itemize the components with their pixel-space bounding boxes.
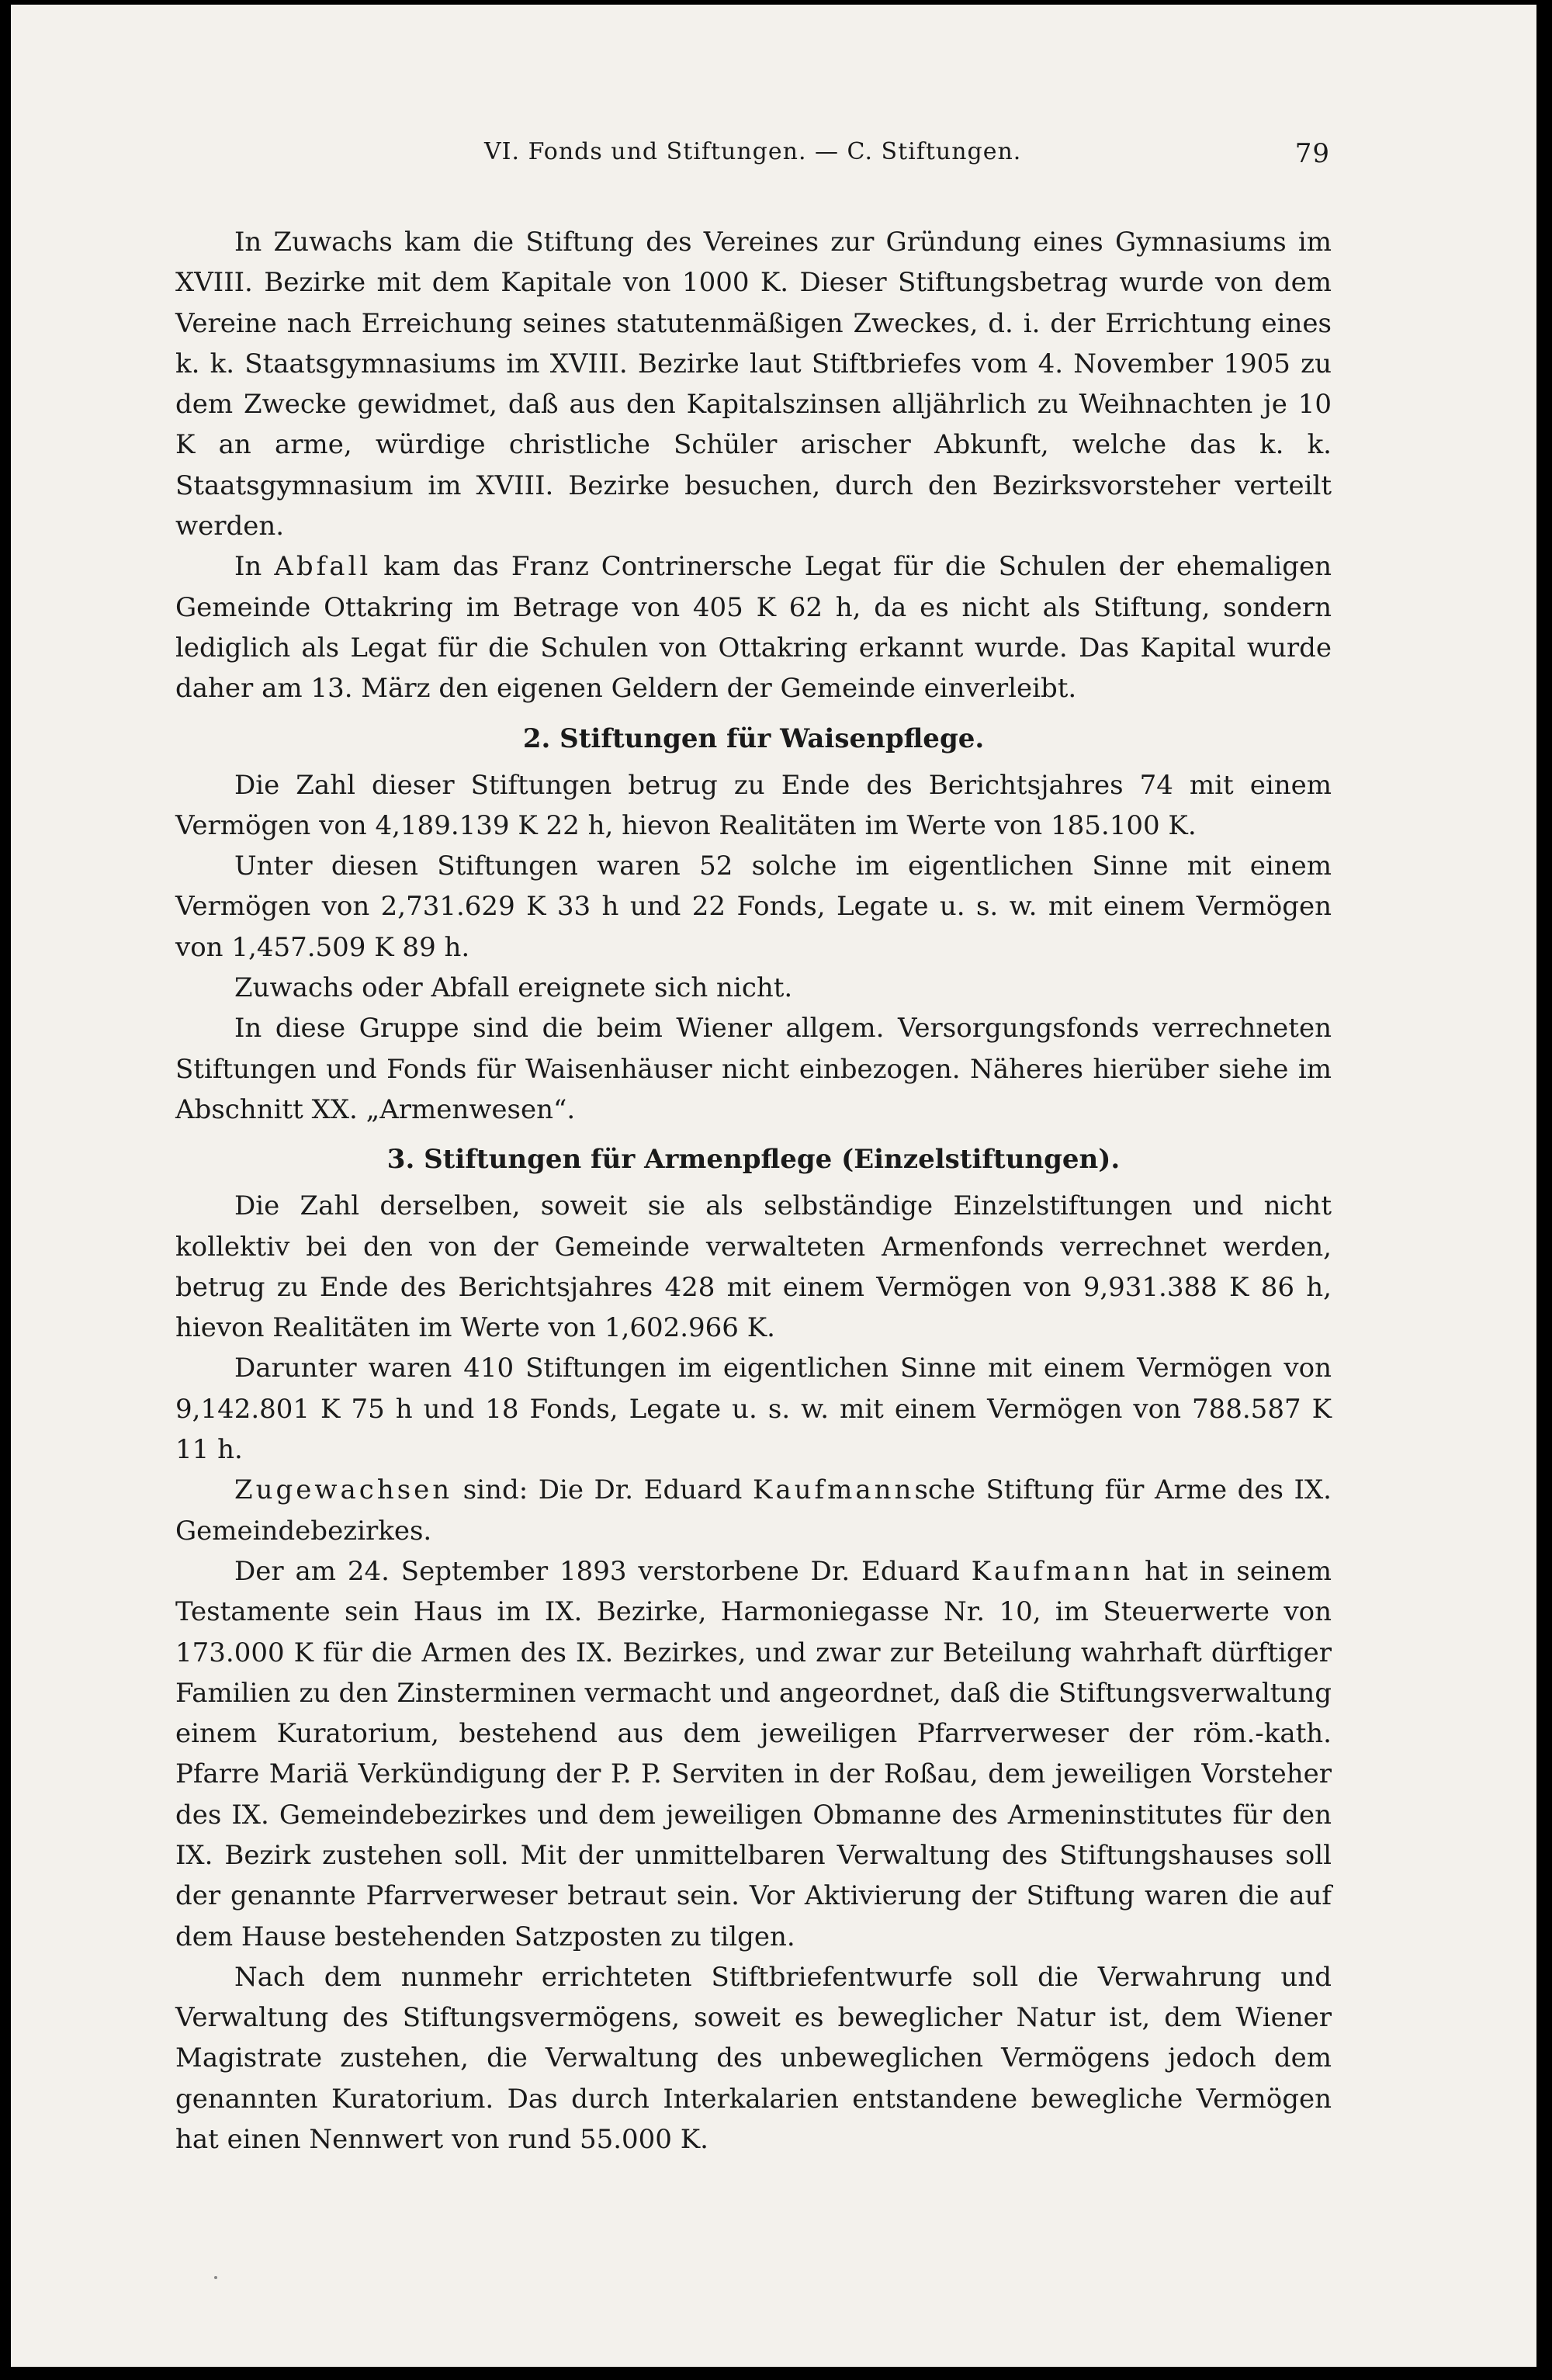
paragraph-kaufmann-testament bbox=[175, 1551, 1332, 1957]
paragraph-armen-count: Die Zahl derselben, soweit sie als selbständige Einzelstiftungen und nicht kollektiv bei den von der Gemeinde verwalteten Armenfonds verrechnet werden, betrug zu Ende des Berichtsjahres 428 mit einem Vermögen von 9,931.388 K 86 h, hievon Realitäten im Werte von 1,602.966 K. bbox=[175, 1190, 1332, 1344]
document-page bbox=[11, 5, 1536, 2367]
document-body bbox=[175, 222, 1332, 2160]
paragraph-text: sche Stiftung für Arme des IX. Gemeindebezirkes. bbox=[175, 1474, 1332, 1547]
spaced-name: Kaufmann bbox=[752, 1474, 915, 1506]
section-heading-waisenpflege: 2. Stiftungen für Waisenpflege. bbox=[522, 722, 985, 754]
paragraph-zugewachsen bbox=[175, 1470, 1332, 1551]
paragraph-waisen-count: Die Zahl dieser Stiftungen betrug zu Ende des Berichtsjahres 74 mit einem Vermögen von 4,189.139 K 22 h, hievon Realitäten im Werte von 185.100 K. bbox=[175, 769, 1332, 841]
paragraph-text: Der am 24. September 1893 verstorbene Dr. Eduard bbox=[234, 1555, 972, 1587]
running-title: VI. Fonds und Stiftungen. — C. Stiftungen. bbox=[484, 138, 1022, 165]
page-header bbox=[484, 138, 1330, 169]
paragraph-text: kam das Franz Contrinersche Legat für die Schulen der ehemaligen Gemeinde Ottakring im Betrage von 405 K 62 h, da es nicht als Stiftung, sondern lediglich als Legat für die Schulen von Ottakring erkannt wurde. Das Kapital wurde daher am 13. März den eigenen Geldern der Gemeinde einverleibt. bbox=[175, 551, 1332, 705]
spaced-name: Kaufmann bbox=[971, 1555, 1134, 1587]
paragraph-waisen-breakdown: Unter diesen Stiftungen waren 52 solche im eigentlichen Sinne mit einem Vermögen von 2,731.629 K 33 h und 22 Fonds, Legate u. s. w. mit einem Vermögen von 1,457.509 K 89 h. bbox=[175, 850, 1332, 963]
paragraph-text: In bbox=[234, 551, 275, 583]
paragraph-text: hat in seinem Testamente sein Haus im IX. Bezirke, Harmoniegasse Nr. 10, im Steuerwerte von 173.000 K für die Armen des IX. Bezirkes, und zwar zur Beteilung wahrhaft dürftiger Familien zu den Zinsterminen vermacht und angeordnet, daß die Stiftungsverwaltung einem Kuratorium, bestehend aus dem jeweiligen Pfarrverweser der röm.-kath. Pfarre Mariä Verkündigung der P. P. Serviten in der Roßau, dem jeweiligen Vorsteher des IX. Gemeindebezirkes und dem jeweiligen Obmanne des Armeninstitutes für den IX. Bezirk zustehen soll. Mit der unmittelbaren Verwaltung des Stiftungshauses soll der genannte Pfarrverweser betraut sein. Vor Aktivierung der Stiftung waren die auf dem Hause bestehenden Satzposten zu tilgen. bbox=[175, 1555, 1332, 1952]
paragraph-armen-breakdown: Darunter waren 410 Stiftungen im eigentlichen Sinne mit einem Vermögen von 9,142.801 K 75 h und 18 Fonds, Legate u. s. w. mit einem Vermögen von 788.587 K 11 h. bbox=[175, 1353, 1332, 1466]
page-number: 79 bbox=[1294, 138, 1330, 169]
paragraph-gymnasium-foundation: In Zuwachs kam die Stiftung des Vereines zur Gründung eines Gymnasiums im XVIII. Bezirke mit dem Kapitale von 1000 K. Dieser Stiftungsbetrag wurde von dem Vereine nach Erreichung seines statutenmäßigen Zweckes, d. i. der Errichtung eines k. k. Staatsgymnasiums im XVIII. Bezirke laut Stiftbriefes vom 4. November 1905 zu dem Zwecke gewidmet, daß aus den Kapitalszinsen alljährlich zu Weihnachten je 10 K an arme, würdige christliche Schüler arischer Abkunft, welche das k. k. Staatsgymnasium im XVIII. Bezirke besuchen, durch den Bezirksvorsteher verteilt werden. bbox=[175, 227, 1332, 542]
print-speck bbox=[214, 2276, 217, 2279]
paragraph-waisen-change: Zuwachs oder Abfall ereignete sich nicht. bbox=[234, 972, 793, 1004]
paragraph-waisen-note: In diese Gruppe sind die beim Wiener allgem. Versorgungsfonds verrechneten Stiftungen und Fonds für Waisenhäuser nicht einbezogen. Näheres hierüber siehe im Abschnitt XX. „Armenwesen“. bbox=[175, 1013, 1332, 1125]
paragraph-text: sind: Die Dr. Eduard bbox=[452, 1474, 753, 1506]
spaced-term: Zugewachsen bbox=[234, 1474, 453, 1506]
paragraph-stiftbrief: Nach dem nunmehr errichteten Stiftbriefentwurfe soll die Verwahrung und Verwaltung des Stiftungsvermögens, soweit es beweglicher Natur ist, dem Wiener Magistrate zustehen, die Verwaltung des unbeweglichen Vermögens jedoch dem genannten Kuratorium. Das durch Interkalarien entstandene bewegliche Vermögen hat einen Nennwert von rund 55.000 K. bbox=[175, 1961, 1332, 2156]
spaced-term: Abfall bbox=[274, 551, 372, 583]
paragraph-abfall bbox=[175, 546, 1332, 708]
section-heading-armenpflege: 3. Stiftungen für Armenpflege (Einzelstiftungen). bbox=[386, 1144, 1121, 1176]
